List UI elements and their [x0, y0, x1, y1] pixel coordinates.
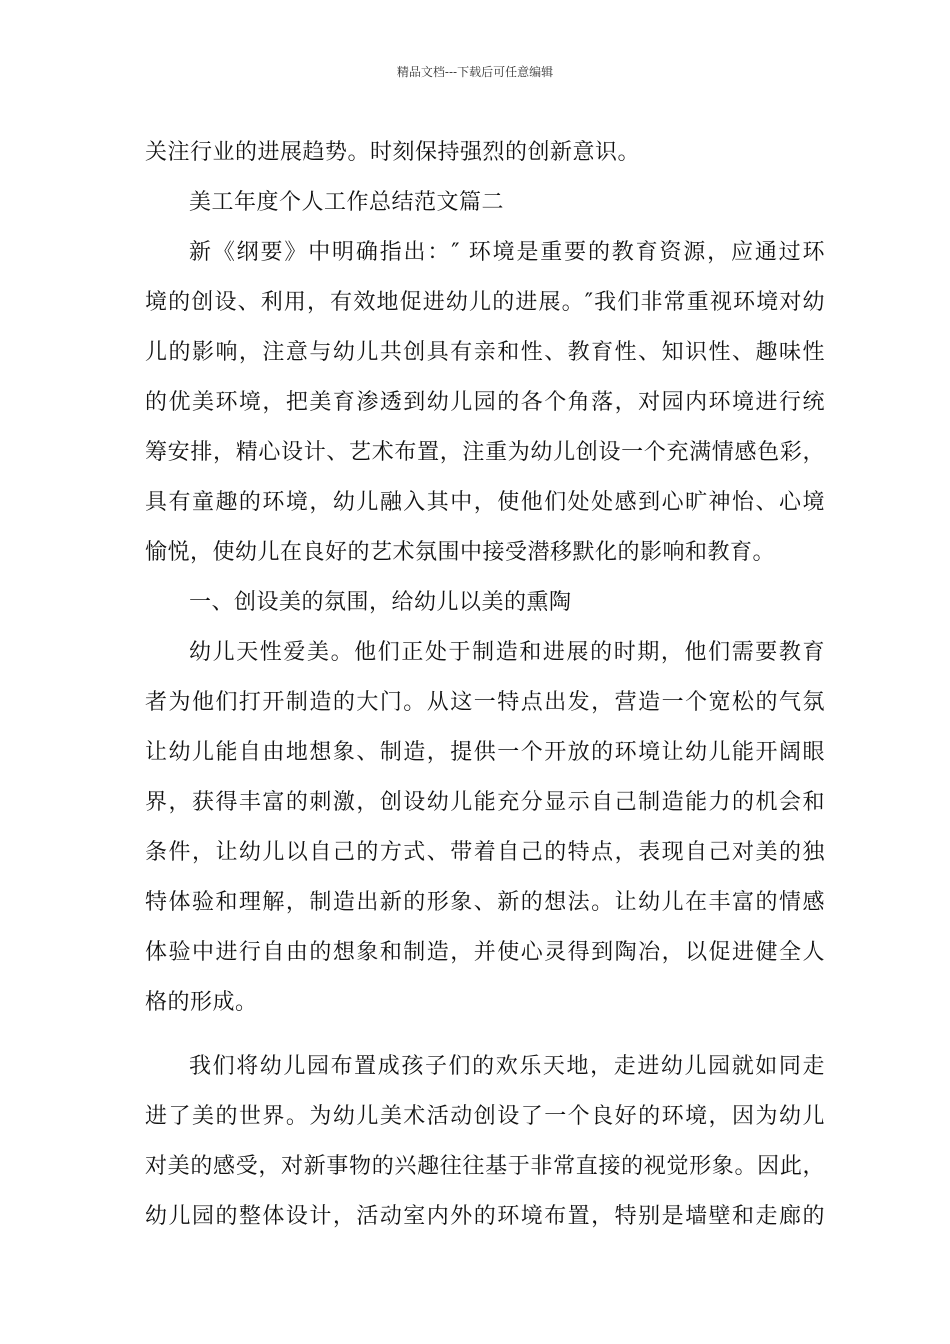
text-line: 境的创设、利用，有效地促进幼儿的进展。″我们非常重视环境对幼	[145, 290, 825, 315]
text-line: 条件，让幼儿以自己的方式、带着自己的特点，表现自己对美的独	[145, 840, 825, 865]
text-line: 幼儿天性爱美。他们正处于制造和进展的时期，他们需要教育	[189, 640, 825, 665]
text-line: 进了美的世界。为幼儿美术活动创设了一个良好的环境，因为幼儿	[145, 1104, 825, 1129]
text-line: 界，获得丰富的刺激，创设幼儿能充分显示自己制造能力的机会和	[145, 790, 825, 815]
text-line: 我们将幼儿园布置成孩子们的欢乐天地，走进幼儿园就如同走	[189, 1054, 825, 1079]
paragraph-gap	[145, 1028, 825, 1042]
text-line: 格的形成。	[145, 990, 258, 1015]
document-body	[145, 128, 825, 1242]
text-line: 具有童趣的环境，幼儿融入其中，使他们处处感到心旷神怡、心境	[145, 490, 825, 515]
text-line: 体验中进行自由的想象和制造，并使心灵得到陶冶，以促进健全人	[145, 940, 825, 965]
section-heading: 一、创设美的氛围，给幼儿以美的熏陶	[189, 590, 572, 615]
section-title: 美工年度个人工作总结范文篇二	[189, 190, 505, 215]
text-line: 儿的影响，注意与幼儿共创具有亲和性、教育性、知识性、趣味性	[145, 340, 825, 365]
text-line: 特体验和理解，制造出新的形象、新的想法。让幼儿在丰富的情感	[145, 890, 825, 915]
text-line: 愉悦，使幼儿在良好的艺术氛围中接受潜移默化的影响和教育。	[145, 540, 776, 565]
text-line: 幼儿园的整体设计，活动室内外的环境布置，特别是墙壁和走廊的	[145, 1204, 825, 1229]
page-header: 精品文档---下载后可任意编辑	[396, 65, 554, 79]
text-line: 对美的感受，对新事物的兴趣往往基于非常直接的视觉形象。因此，	[145, 1154, 825, 1179]
text-line: 关注行业的进展趋势。时刻保持强烈的创新意识。	[145, 140, 641, 165]
text-line: 的优美环境，把美育渗透到幼儿园的各个角落，对园内环境进行统	[145, 390, 825, 415]
text-line: 筹安排，精心设计、艺术布置，注重为幼儿创设一个充满情感色彩，	[145, 440, 825, 465]
text-line: 者为他们打开制造的大门。从这一特点出发，营造一个宽松的气氛	[145, 690, 825, 715]
text-line: 让幼儿能自由地想象、制造，提供一个开放的环境让幼儿能开阔眼	[145, 740, 825, 765]
text-line: 新《纲要》中明确指出：″ 环境是重要的教育资源，应通过环	[189, 240, 825, 265]
